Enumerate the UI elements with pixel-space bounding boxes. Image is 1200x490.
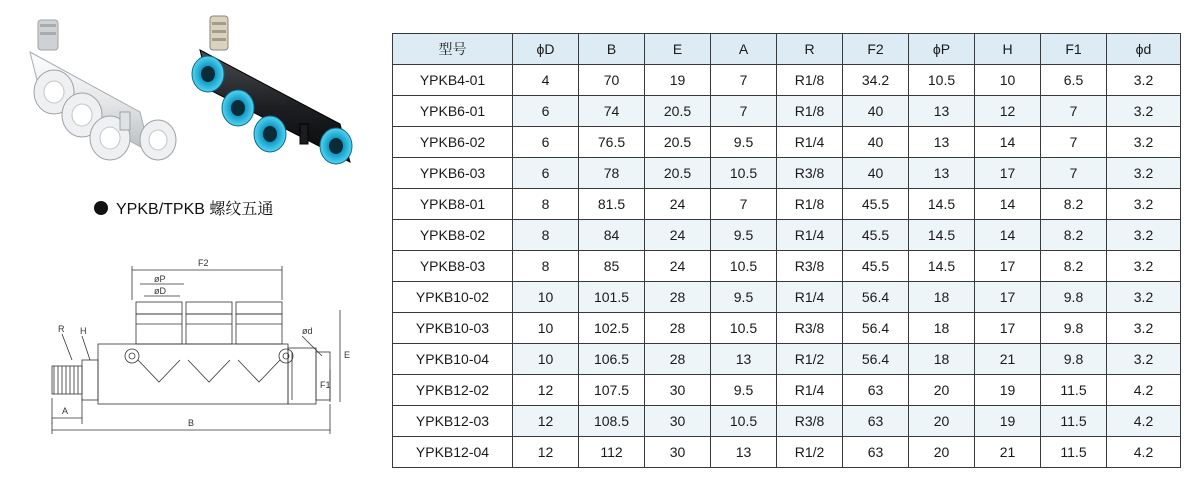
value-cell: 14.5: [909, 189, 975, 220]
model-cell: YPKB6-03: [393, 158, 513, 189]
value-cell: 9.8: [1041, 282, 1107, 313]
value-cell: 18: [909, 313, 975, 344]
model-cell: YPKB8-03: [393, 251, 513, 282]
value-cell: 13: [909, 127, 975, 158]
column-header: H: [975, 34, 1041, 65]
table-row: [393, 189, 1181, 220]
value-cell: 6: [513, 96, 579, 127]
table-header-row: [393, 34, 1181, 65]
value-cell: 10.5: [711, 313, 777, 344]
value-cell: 20: [909, 375, 975, 406]
value-cell: 21: [975, 437, 1041, 468]
value-cell: 28: [645, 344, 711, 375]
value-cell: 63: [843, 375, 909, 406]
column-header: ϕD: [513, 34, 579, 65]
value-cell: 3.2: [1107, 96, 1181, 127]
value-cell: 8.2: [1041, 251, 1107, 282]
value-cell: 20.5: [645, 96, 711, 127]
value-cell: R1/4: [777, 282, 843, 313]
column-header: B: [579, 34, 645, 65]
value-cell: 85: [579, 251, 645, 282]
model-cell: YPKB12-04: [393, 437, 513, 468]
value-cell: 11.5: [1041, 375, 1107, 406]
value-cell: 101.5: [579, 282, 645, 313]
value-cell: 18: [909, 282, 975, 313]
spec-table-container: [392, 33, 1180, 468]
left-panel: [0, 0, 380, 490]
value-cell: 76.5: [579, 127, 645, 158]
model-cell: YPKB8-02: [393, 220, 513, 251]
model-cell: YPKB10-02: [393, 282, 513, 313]
value-cell: 3.2: [1107, 344, 1181, 375]
table-row: [393, 158, 1181, 189]
value-cell: 10: [513, 313, 579, 344]
value-cell: 14: [975, 220, 1041, 251]
value-cell: 14.5: [909, 220, 975, 251]
value-cell: 84: [579, 220, 645, 251]
value-cell: 45.5: [843, 189, 909, 220]
bullet-icon: [94, 201, 108, 215]
spec-table: [392, 33, 1181, 468]
value-cell: 21: [975, 344, 1041, 375]
value-cell: 10.5: [909, 65, 975, 96]
value-cell: 9.5: [711, 127, 777, 158]
value-cell: 18: [909, 344, 975, 375]
label-F1: F1: [320, 380, 331, 390]
value-cell: 9.5: [711, 375, 777, 406]
value-cell: 24: [645, 220, 711, 251]
value-cell: 7: [1041, 96, 1107, 127]
value-cell: R3/8: [777, 406, 843, 437]
value-cell: 6: [513, 127, 579, 158]
value-cell: 4.2: [1107, 437, 1181, 468]
value-cell: 7: [711, 65, 777, 96]
table-row: [393, 127, 1181, 158]
value-cell: 7: [711, 96, 777, 127]
value-cell: 30: [645, 406, 711, 437]
column-header: 型号: [393, 34, 513, 65]
value-cell: 34.2: [843, 65, 909, 96]
table-row: [393, 65, 1181, 96]
value-cell: 3.2: [1107, 282, 1181, 313]
table-row: [393, 313, 1181, 344]
value-cell: 4: [513, 65, 579, 96]
column-header: R: [777, 34, 843, 65]
value-cell: 20.5: [645, 158, 711, 189]
value-cell: 78: [579, 158, 645, 189]
value-cell: 102.5: [579, 313, 645, 344]
value-cell: 12: [975, 96, 1041, 127]
model-cell: YPKB4-01: [393, 65, 513, 96]
value-cell: 13: [909, 96, 975, 127]
product-caption: [94, 196, 273, 219]
value-cell: 70: [579, 65, 645, 96]
value-cell: 8.2: [1041, 220, 1107, 251]
caption-text: YPKB/TPKB 螺纹五通: [116, 201, 274, 218]
value-cell: 30: [645, 437, 711, 468]
label-H: H: [80, 326, 87, 336]
table-row: [393, 406, 1181, 437]
value-cell: 63: [843, 406, 909, 437]
table-row: [393, 96, 1181, 127]
value-cell: 45.5: [843, 220, 909, 251]
value-cell: 56.4: [843, 344, 909, 375]
value-cell: 10.5: [711, 251, 777, 282]
value-cell: 28: [645, 282, 711, 313]
value-cell: 112: [579, 437, 645, 468]
value-cell: 17: [975, 282, 1041, 313]
value-cell: R1/8: [777, 96, 843, 127]
column-header: F2: [843, 34, 909, 65]
model-cell: YPKB10-04: [393, 344, 513, 375]
value-cell: 9.8: [1041, 313, 1107, 344]
value-cell: 3.2: [1107, 158, 1181, 189]
value-cell: 81.5: [579, 189, 645, 220]
value-cell: 10: [513, 282, 579, 313]
value-cell: R1/2: [777, 437, 843, 468]
value-cell: R1/8: [777, 65, 843, 96]
value-cell: 3.2: [1107, 313, 1181, 344]
value-cell: 7: [1041, 127, 1107, 158]
label-A: A: [62, 406, 69, 416]
value-cell: 7: [1041, 158, 1107, 189]
value-cell: 3.2: [1107, 251, 1181, 282]
value-cell: 56.4: [843, 313, 909, 344]
table-row: [393, 375, 1181, 406]
product-photos: [20, 12, 360, 177]
value-cell: 13: [711, 437, 777, 468]
value-cell: 12: [513, 406, 579, 437]
value-cell: 10: [975, 65, 1041, 96]
value-cell: 10: [513, 344, 579, 375]
value-cell: 14: [975, 127, 1041, 158]
value-cell: R3/8: [777, 158, 843, 189]
value-cell: 13: [711, 344, 777, 375]
label-B: B: [188, 418, 195, 428]
value-cell: 9.5: [711, 220, 777, 251]
column-header: ϕP: [909, 34, 975, 65]
label-phid: ød: [302, 326, 313, 336]
column-header: F1: [1041, 34, 1107, 65]
value-cell: 12: [513, 375, 579, 406]
value-cell: 12: [513, 437, 579, 468]
value-cell: 20.5: [645, 127, 711, 158]
value-cell: 19: [975, 406, 1041, 437]
black-fitting-photo: [192, 16, 352, 164]
value-cell: R1/4: [777, 127, 843, 158]
value-cell: 14.5: [909, 251, 975, 282]
column-header: A: [711, 34, 777, 65]
value-cell: 3.2: [1107, 127, 1181, 158]
table-row: [393, 282, 1181, 313]
value-cell: 7: [711, 189, 777, 220]
value-cell: R3/8: [777, 313, 843, 344]
table-row: [393, 220, 1181, 251]
value-cell: 3.2: [1107, 189, 1181, 220]
value-cell: 8.2: [1041, 189, 1107, 220]
value-cell: 108.5: [579, 406, 645, 437]
value-cell: 4.2: [1107, 406, 1181, 437]
value-cell: 19: [975, 375, 1041, 406]
value-cell: 24: [645, 251, 711, 282]
value-cell: 56.4: [843, 282, 909, 313]
value-cell: 14: [975, 189, 1041, 220]
label-phiP: øP: [154, 274, 166, 284]
table-body: [393, 65, 1181, 468]
table-row: [393, 437, 1181, 468]
table-row: [393, 344, 1181, 375]
value-cell: 9.8: [1041, 344, 1107, 375]
value-cell: 11.5: [1041, 437, 1107, 468]
value-cell: 40: [843, 127, 909, 158]
model-cell: YPKB6-02: [393, 127, 513, 158]
value-cell: 28: [645, 313, 711, 344]
value-cell: 20: [909, 406, 975, 437]
model-cell: YPKB10-03: [393, 313, 513, 344]
value-cell: 8: [513, 189, 579, 220]
label-R: R: [58, 324, 65, 334]
value-cell: 11.5: [1041, 406, 1107, 437]
value-cell: 17: [975, 158, 1041, 189]
value-cell: 8: [513, 220, 579, 251]
value-cell: 6: [513, 158, 579, 189]
value-cell: 19: [645, 65, 711, 96]
value-cell: 9.5: [711, 282, 777, 313]
dimension-drawing: [40, 252, 380, 442]
model-cell: YPKB12-03: [393, 406, 513, 437]
value-cell: 74: [579, 96, 645, 127]
value-cell: 3.2: [1107, 220, 1181, 251]
value-cell: 106.5: [579, 344, 645, 375]
value-cell: 45.5: [843, 251, 909, 282]
value-cell: 24: [645, 189, 711, 220]
value-cell: 8: [513, 251, 579, 282]
value-cell: 17: [975, 313, 1041, 344]
value-cell: 40: [843, 158, 909, 189]
value-cell: 6.5: [1041, 65, 1107, 96]
value-cell: 107.5: [579, 375, 645, 406]
label-phiD: øD: [154, 286, 166, 296]
value-cell: 13: [909, 158, 975, 189]
value-cell: 3.2: [1107, 65, 1181, 96]
value-cell: 10.5: [711, 158, 777, 189]
column-header: ϕd: [1107, 34, 1181, 65]
value-cell: R3/8: [777, 251, 843, 282]
value-cell: 63: [843, 437, 909, 468]
value-cell: 40: [843, 96, 909, 127]
model-cell: YPKB6-01: [393, 96, 513, 127]
model-cell: YPKB12-02: [393, 375, 513, 406]
value-cell: R1/4: [777, 375, 843, 406]
label-F2: F2: [198, 258, 209, 268]
label-E: E: [344, 350, 351, 360]
white-fitting-photo: [30, 20, 176, 160]
column-header: E: [645, 34, 711, 65]
table-row: [393, 251, 1181, 282]
value-cell: R1/8: [777, 189, 843, 220]
value-cell: R1/4: [777, 220, 843, 251]
value-cell: 20: [909, 437, 975, 468]
value-cell: 30: [645, 375, 711, 406]
value-cell: R1/2: [777, 344, 843, 375]
value-cell: 10.5: [711, 406, 777, 437]
value-cell: 4.2: [1107, 375, 1181, 406]
model-cell: YPKB8-01: [393, 189, 513, 220]
value-cell: 17: [975, 251, 1041, 282]
